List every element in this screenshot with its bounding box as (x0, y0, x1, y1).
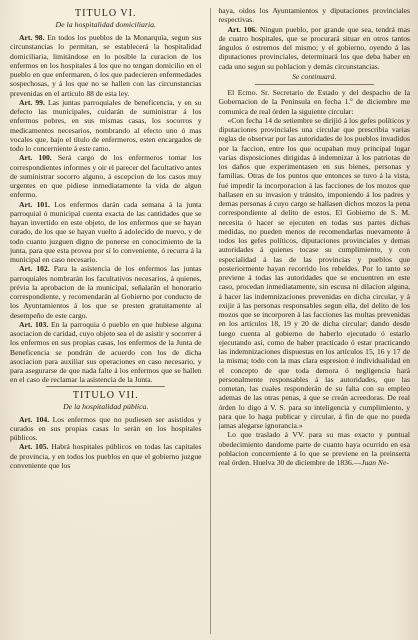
article-102 (10, 264, 202, 320)
article-105-continuation: haya, oidos los Ayuntamientos y diputaciones provinciales respectivas. (218, 6, 410, 25)
circular-notice (219, 88, 411, 467)
left-column (10, 6, 202, 636)
article-101 (10, 200, 202, 265)
circular-intro: El Ecmo. Sr. Secretario de Estado y del despacho de la Gobernacion de la Península en fecha 1.º de diciembre me comunica de real órden la siguiente circular: (218, 88, 410, 116)
article-number: Art. 99. (19, 97, 45, 107)
circular-body: «Con fecha 14 de setiembre se dirijió á los gefes políticos y diputaciones provinciales una circular que prescribia varias reglas de observar por las autoridades de los pueblos invadidos por la faccion, entre los que ocupaban muy principal lugar varias disposiciones dirigidas á indemnizar á los patriotas de los daños que experimentasen en sus bienes, personas y familias. Otras de los puntos que entonces se tuvo á la vista, fué impedir la incorporacion á las facciones de los mozos que hallasen en su invasion y tránsito, imponiendo á los padres y demas personas á cuyo cargo se hallasen dichos mozos la pena correspondiente al delito de estos. El Gobierno de S. M. necesita ó hacer se ejecuten en todas sus partes dichas medidas, no pueden menos de recomendarlas nuevamente á todos los gefes políticos, diputaciones provinciales y demas autoridades á quienes tocase su cumplimiento, y con especialidad á las de las provincias y pueblos que posteriormente hayan recorrido los rebeldes. Por lo tanto se previene á todas las autoridades que se encuentren en este caso, procedan inmediatamente, sin escusa ni dilacion alguna, á hacer las indemnizaciones prevenidas en dicha circular, y á exijir á las personas responsables segun ella, del delito de los mozos que se incorporen á las facciones las multas prevenidas en los artículos 18, 19 y 20 de dicha circular; dando desde luego cuenta al gobierno de haberlo ejecutado ó estarlo ejecutando así, como de haber practicado ó estar practicando las indemnizaciones dispuestas en los artículos 15, 16 y 17 de la misma; todo con la mas clara espresion é individualidad en el concepto de que toda demora ó negligencia hará personalmente responsables á las autoridades, que las cometan, las cuales responderán de su falta con su empleo ademas de las otras penas, á que se creán acreedoras. De real órden lo digo á V. S. para su inteligencia y cumplimiento, y para que lo haga publicar y circular, á fin de que no pueda jamas alegarse ignorancia.» (218, 115, 410, 430)
title-vi-heading: TITULO VI. (75, 8, 137, 19)
section-divider (46, 386, 165, 387)
article-number: Art. 103. (19, 319, 49, 329)
article-text: Será cargo de los enfermeros tomar los correspondientes informes y oir el parecer del facultativo antes de suministrar socorro alguno, á escepcion de los casos muy urgentes en que pidiese inmediatamente la vida de algun enfermo. (10, 153, 202, 200)
article-text: Para la asistencia de los enfermos las juntas parroquiales nombrarán los facultativos necesarios, á quienes, prévia la aprobacion de la municipal, señalarán el honorario correspondiente, y recomendarán al Gobierno por conducto de los Ayuntamientos á los que se presten gratuitamente al desempeño de este cargo. (10, 264, 202, 320)
section-divider (255, 84, 374, 85)
circular-closing-text: Lo que traslado á VV. para su mas exacto y puntual obedecimiento dandome parte de cuanto haya ocurrido en esa poblacion concerniente á lo que se previene en la preinserta real órden. Huelva 30 de diciembre de 1836.— (218, 430, 410, 467)
article-number: Art. 101. (19, 199, 50, 209)
article-number: Art. 98. (19, 33, 45, 42)
article-100 (10, 153, 202, 199)
right-column (219, 6, 411, 636)
article-text: Habrá hospitales públicos en todas las capitales de provincia, y en todos los pueblos en que el gobierno juzgue conveniente que los (10, 442, 202, 470)
article-99 (10, 98, 202, 154)
article-number: Art. 105. (19, 442, 49, 452)
title-vii-subtitle: De la hospitalidad pública. (63, 401, 149, 411)
article-104 (10, 415, 202, 443)
article-105 (10, 442, 202, 470)
title-vii-heading: TITULO VII. (72, 389, 139, 401)
title-vi-subtitle: De la hospitalidad domiciliaria. (55, 20, 156, 29)
article-98 (10, 33, 202, 98)
article-text: Los enfermos darán cada semana á la junta parroquial ó municipal cuenta exacta de las cantidades que se hayan invertido en este objeto, de los enfermos que se hayan curado, de los que se hayan vuelto á adolecido de nuevo, y de todo cuanto juzguen digno de ponerse en conocimiento de la junta, para que esta provea por sí lo conveniente, ó recurra á la municipal en caso necesario. (10, 199, 202, 264)
article-number: Art. 102. (19, 264, 50, 274)
article-text: En la parroquia ó pueblo en que hubiese alguna asociacion de caridad, cuyo objeto sea el de asistir y socorrer á los enfermos en sus propias casas, los enfermos de la Junta de Beneficencia se pondrán de acuerdo con los de dicha asociacion para auxiliar sus operaciones en caso necesario, y para asegurarse de que nada falte á los enfermos que se hallen en el caso de reclamar la asistencia de la Junta. (10, 319, 202, 385)
article-103 (10, 320, 202, 385)
article-number: Art. 100. (19, 153, 52, 163)
article-106 (219, 25, 411, 71)
article-text: Ningun pueblo, por grande que sea, tendrá mas de cuatro hospitales, que se procurará situar en otros tantos ángulos ó estremos del mismo; y el gobierno, oyendo á las diputaciones provinciales, determinará los que deba haber en cada uno segun su poblacion y demás circunstancias. (218, 24, 410, 71)
article-number: Art. 106. (227, 24, 257, 34)
article-number: Art. 104. (19, 414, 50, 424)
circular-closing (219, 430, 411, 467)
column-rule (210, 8, 211, 634)
article-text: En todos los pueblos de la Monarquía, segun sus circunstancias lo permitan, se establecerá la hospitalidad domiciliaria, limitándose en lo posible la curacion de los enfermos en los hospitales á los que no tengan domicilio en el pueblo en que enfermaren, ó los que padecieren enfermedades sospechosas, y á los que no se hallen con las circunstancias prevenidas en el artículo 88 de esta ley. (10, 33, 202, 98)
article-text: Las juntas parroquiales de beneficencia, y en su defecto las municipales, cuidarán de suministrar á los enfermos pobres, en sus mismas casas, los socorros y medicamentos necesarios, nombrando al efecto uno ó mas vocales que, bajo el título de enfermeros, esten encargados de todo lo concerniente á este ramo. (10, 97, 202, 153)
signature: Juan Ne- (361, 458, 389, 467)
continuation-note: Se continuará. (292, 71, 337, 81)
article-text: Los enfermos que no pudiesen ser asistidos y curados en sus propias casas lo serán en los hospitales públicos. (10, 414, 202, 442)
